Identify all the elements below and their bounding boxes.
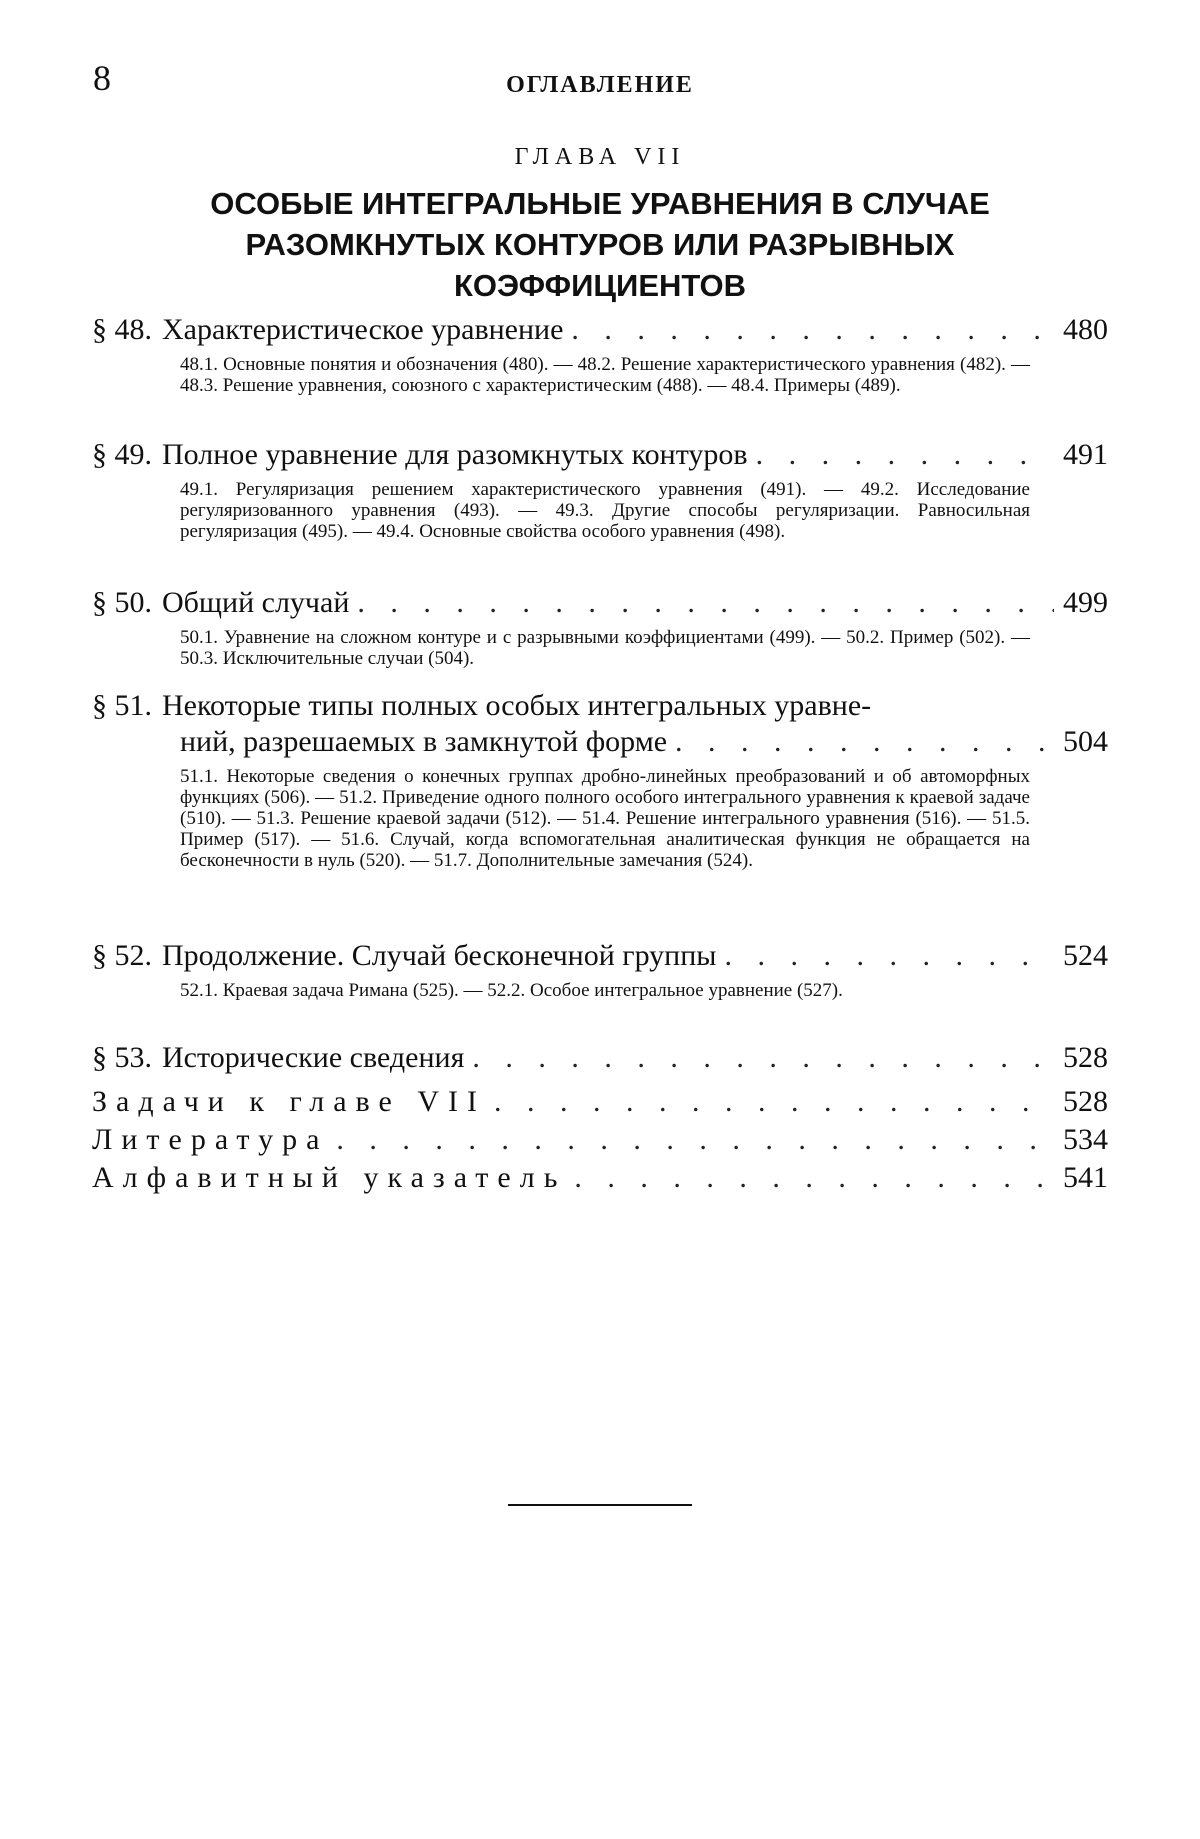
- section-symbol: § 50.: [92, 586, 152, 619]
- page-ref: 541: [1063, 1161, 1108, 1194]
- subsection-list: 49.1. Регуляризация решением характеристического уравнения (491). — 49.2. Исследование регуляризованного уравнения (493). — 49.3. Другие способы регуляризации. Равносильная регуляризация (495). — 49.4. Основные свойства особого уравнения (498).: [180, 479, 1030, 542]
- chapter-title: [150, 183, 1050, 306]
- toc-entry-problems[interactable]: [92, 1084, 1108, 1120]
- section-title: Полное уравнение для разомкнутых контуров: [162, 438, 748, 471]
- section-title: Характеристическое уравнение: [162, 313, 564, 346]
- dot-leader: [675, 724, 1054, 760]
- back-matter-title: Алфавитный указатель: [92, 1161, 567, 1194]
- dot-leader: [571, 312, 1054, 348]
- page-ref: 528: [1063, 1041, 1108, 1074]
- dot-leader: [574, 1160, 1054, 1196]
- section-symbol: § 52.: [92, 939, 152, 972]
- section-title-line-2: ний, разрешаемых в замкнутой форме: [180, 725, 668, 758]
- section-title: Исторические сведения: [162, 1041, 465, 1074]
- toc-entry-52[interactable]: [92, 938, 1108, 1001]
- page-ref: 528: [1063, 1085, 1108, 1118]
- dot-leader: [357, 585, 1054, 621]
- subsection-list: 52.1. Краевая задача Римана (525). — 52.2. Особое интегральное уравнение (527).: [180, 980, 843, 1001]
- subsection-list: 50.1. Уравнение на сложном контуре и с разрывными коэффициентами (499). — 50.2. Пример (502). — 50.3. Исключительные случаи (504).: [180, 627, 1030, 669]
- toc-entry-50[interactable]: [92, 585, 1108, 669]
- toc-entry-48[interactable]: [92, 312, 1108, 396]
- page-ref: 491: [1063, 438, 1108, 471]
- chapter-title-line: ОСОБЫЕ ИНТЕГРАЛЬНЫЕ УРАВНЕНИЯ В СЛУЧАЕ: [210, 186, 990, 221]
- back-matter-title: Литература: [92, 1123, 329, 1156]
- page-ref: 480: [1063, 313, 1108, 346]
- dot-leader: [724, 938, 1054, 974]
- page-ref: 504: [1063, 725, 1108, 758]
- chapter-title-line: КОЭФФИЦИЕНТОВ: [453, 268, 747, 303]
- page-ref: 499: [1063, 586, 1108, 619]
- toc-entry-index[interactable]: [92, 1160, 1108, 1196]
- section-symbol: § 51.: [92, 689, 152, 722]
- section-symbol: § 53.: [92, 1041, 152, 1074]
- dot-leader: [756, 437, 1054, 473]
- page-ref: 534: [1063, 1123, 1108, 1156]
- section-symbol: § 48.: [92, 313, 152, 346]
- dot-leader: [472, 1040, 1054, 1076]
- dot-leader: [494, 1084, 1054, 1120]
- section-symbol: § 49.: [92, 438, 152, 471]
- section-title-line-1: Некоторые типы полных особых интегральных уравне-: [162, 689, 872, 722]
- end-rule: [508, 1504, 692, 1506]
- dot-leader: [336, 1122, 1054, 1158]
- page-ref: 524: [1063, 939, 1108, 972]
- section-title: Общий случай: [162, 586, 350, 619]
- section-title: Продолжение. Случай бесконечной группы: [162, 939, 717, 972]
- page-number: 8: [93, 58, 111, 98]
- subsection-list: 51.1. Некоторые сведения о конечных группах дробно-линейных преобразований и об автоморфных функциях (506). — 51.2. Приведение одного полного особого интегрального уравнения к краевой задаче (510). — 51.3. Решение краевой задачи (512). — 51.4. Решение интегрального уравнения (516). — 51.5. Пример (517). — 51.6. Случай, когда вспомогательная аналитическая функция не обращается на бесконечности в нуль (520). — 51.7. Дополнительные замечания (524).: [180, 766, 1030, 871]
- toc-entry-51[interactable]: [92, 688, 1108, 871]
- running-title: ОГЛАВЛЕНИЕ: [506, 72, 694, 98]
- chapter-title-line: РАЗОМКНУТЫХ КОНТУРОВ ИЛИ РАЗРЫВНЫХ: [245, 227, 955, 262]
- toc-entry-49[interactable]: [92, 437, 1108, 542]
- subsection-list: 48.1. Основные понятия и обозначения (480). — 48.2. Решение характеристического уравнения (482). — 48.3. Решение уравнения, союзного с характеристическим (488). — 48.4. Примеры (489).: [180, 354, 1030, 396]
- toc-entry-53[interactable]: [92, 1040, 1108, 1076]
- chapter-label: ГЛАВА VII: [514, 144, 686, 170]
- back-matter-title: Задачи к главе VII: [92, 1085, 486, 1118]
- toc-entry-literature[interactable]: [92, 1122, 1108, 1158]
